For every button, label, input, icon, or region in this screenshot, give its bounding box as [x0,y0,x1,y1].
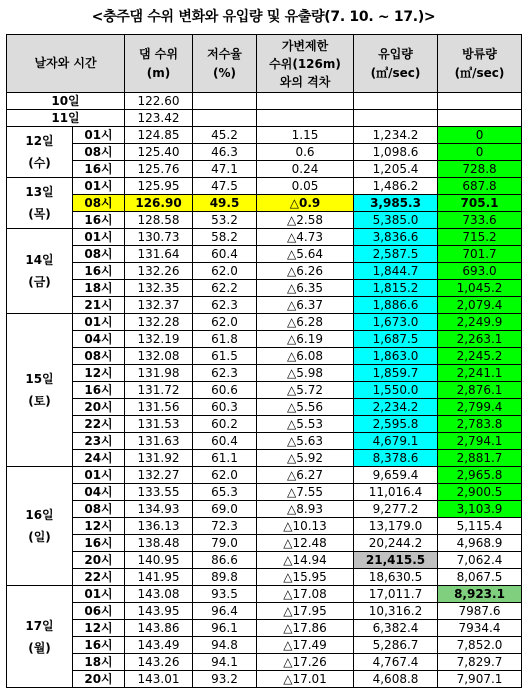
outflow-cell: 687.8 [438,178,522,195]
limit-gap-cell: △6.28 [257,314,354,331]
table-row [7,280,522,297]
inflow-cell: 20,244.2 [354,535,438,552]
date-cell: 14일 (금) [7,229,73,314]
time-cell: 16시 [73,212,125,229]
table-row [7,314,522,331]
limit-gap-cell: △12.48 [257,535,354,552]
level-cell: 126.90 [125,195,193,212]
outflow-cell: 2,263.1 [438,331,522,348]
header-date-time: 날자와 시간 [7,35,125,93]
limit-gap-cell [257,110,354,127]
table-row [7,382,522,399]
storage-cell: 60.3 [193,399,257,416]
storage-cell: 94.8 [193,637,257,654]
inflow-cell: 21,415.5 [354,552,438,569]
table-row [7,331,522,348]
storage-cell: 60.4 [193,433,257,450]
limit-gap-cell: 0.24 [257,161,354,178]
header-storage: 저수율 (%) [193,35,257,93]
storage-cell: 65.3 [193,484,257,501]
time-cell: 18시 [73,280,125,297]
table-row [7,297,522,314]
storage-cell: 62.3 [193,297,257,314]
level-cell: 132.35 [125,280,193,297]
outflow-cell: 715.2 [438,229,522,246]
table-row [7,569,522,586]
time-cell: 16시 [73,637,125,654]
level-cell: 143.08 [125,586,193,603]
inflow-cell: 6,382.4 [354,620,438,637]
table-row [7,586,522,603]
time-cell: 08시 [73,246,125,263]
inflow-cell: 1,234.2 [354,127,438,144]
time-cell: 01시 [73,314,125,331]
level-cell: 128.58 [125,212,193,229]
time-cell: 06시 [73,603,125,620]
table-row [7,603,522,620]
outflow-cell: 1,045.2 [438,280,522,297]
storage-cell: 96.4 [193,603,257,620]
outflow-cell: 0 [438,144,522,161]
level-cell: 132.19 [125,331,193,348]
time-cell: 24시 [73,450,125,467]
header-level: 댐 수위 (m) [125,35,193,93]
header-outflow: 방류량 (㎥/sec) [438,35,522,93]
time-cell: 20시 [73,552,125,569]
level-cell: 132.37 [125,297,193,314]
table-row [7,484,522,501]
inflow-cell: 10,316.2 [354,603,438,620]
limit-gap-cell: △17.86 [257,620,354,637]
outflow-cell: 728.8 [438,161,522,178]
time-cell: 23시 [73,433,125,450]
level-cell: 138.48 [125,535,193,552]
level-cell: 123.42 [125,110,193,127]
limit-gap-cell: 0.6 [257,144,354,161]
outflow-cell [438,110,522,127]
outflow-cell: 2,249.9 [438,314,522,331]
time-cell: 01시 [73,127,125,144]
date-cell: 16일 (일) [7,467,73,586]
storage-cell: 96.1 [193,620,257,637]
level-cell: 143.86 [125,620,193,637]
table-row [7,93,522,110]
storage-cell [193,93,257,110]
limit-gap-cell: △4.73 [257,229,354,246]
time-cell: 16시 [73,535,125,552]
outflow-cell: 2,079.4 [438,297,522,314]
storage-cell: 93.5 [193,586,257,603]
level-cell: 125.76 [125,161,193,178]
limit-gap-cell: △8.93 [257,501,354,518]
storage-cell: 60.4 [193,246,257,263]
table-row [7,127,522,144]
inflow-cell: 3,985.3 [354,195,438,212]
header-row [7,35,522,93]
outflow-cell: 5,115.4 [438,518,522,535]
level-cell: 132.28 [125,314,193,331]
storage-cell: 93.2 [193,671,257,688]
storage-cell: 58.2 [193,229,257,246]
storage-cell: 61.5 [193,348,257,365]
storage-cell: 47.1 [193,161,257,178]
storage-cell [193,110,257,127]
limit-gap-cell: △17.49 [257,637,354,654]
storage-cell: 60.2 [193,416,257,433]
level-cell: 125.95 [125,178,193,195]
outflow-cell: 2,876.1 [438,382,522,399]
time-cell: 21시 [73,297,125,314]
limit-gap-cell: △0.9 [257,195,354,212]
inflow-cell: 4,679.1 [354,433,438,450]
inflow-cell: 4,608.8 [354,671,438,688]
storage-cell: 69.0 [193,501,257,518]
inflow-cell: 13,179.0 [354,518,438,535]
outflow-cell: 2,241.1 [438,365,522,382]
time-cell: 22시 [73,569,125,586]
level-cell: 136.13 [125,518,193,535]
outflow-cell: 2,881.7 [438,450,522,467]
outflow-cell [438,93,522,110]
limit-gap-cell: △17.26 [257,654,354,671]
limit-gap-cell: △5.72 [257,382,354,399]
limit-gap-cell: △5.64 [257,246,354,263]
level-cell: 130.73 [125,229,193,246]
inflow-cell: 5,385.0 [354,212,438,229]
storage-cell: 61.1 [193,450,257,467]
time-cell: 16시 [73,382,125,399]
level-cell: 131.63 [125,433,193,450]
storage-cell: 72.3 [193,518,257,535]
table-row [7,144,522,161]
outflow-cell: 693.0 [438,263,522,280]
storage-cell: 62.0 [193,314,257,331]
page-title: <충주댐 수위 변화와 유입량 및 유출량(7. 10. ~ 17.)> [91,9,436,25]
level-cell: 143.49 [125,637,193,654]
limit-gap-cell: △17.08 [257,586,354,603]
time-cell: 16시 [73,161,125,178]
level-cell: 134.93 [125,501,193,518]
outflow-cell: 705.1 [438,195,522,212]
inflow-cell: 9,277.2 [354,501,438,518]
limit-gap-cell: △2.58 [257,212,354,229]
inflow-cell: 9,659.4 [354,467,438,484]
level-cell: 131.98 [125,365,193,382]
storage-cell: 53.2 [193,212,257,229]
inflow-cell: 8,378.6 [354,450,438,467]
inflow-cell: 1,859.7 [354,365,438,382]
outflow-cell: 2,245.2 [438,348,522,365]
time-cell: 08시 [73,348,125,365]
outflow-cell: 2,900.5 [438,484,522,501]
limit-gap-cell: △17.95 [257,603,354,620]
inflow-cell: 1,673.0 [354,314,438,331]
date-cell: 13일 (목) [7,178,73,229]
outflow-cell: 2,783.8 [438,416,522,433]
outflow-cell: 7987.6 [438,603,522,620]
level-cell: 124.85 [125,127,193,144]
level-cell: 131.53 [125,416,193,433]
time-cell: 12시 [73,365,125,382]
limit-gap-cell: △5.63 [257,433,354,450]
time-cell: 18시 [73,654,125,671]
limit-gap-cell: △6.35 [257,280,354,297]
level-cell: 133.55 [125,484,193,501]
inflow-cell: 1,886.6 [354,297,438,314]
storage-cell: 94.1 [193,654,257,671]
table-row [7,229,522,246]
level-cell: 131.72 [125,382,193,399]
time-cell: 01시 [73,467,125,484]
time-cell: 20시 [73,671,125,688]
inflow-cell [354,110,438,127]
level-cell: 131.92 [125,450,193,467]
time-cell: 12시 [73,518,125,535]
level-cell: 132.08 [125,348,193,365]
table-row [7,399,522,416]
time-cell: 08시 [73,144,125,161]
table-row [7,552,522,569]
inflow-cell: 1,844.7 [354,263,438,280]
time-cell: 04시 [73,331,125,348]
table-row [7,518,522,535]
date-cell: 10일 [7,93,125,110]
table-body [7,93,522,688]
limit-gap-cell: △5.98 [257,365,354,382]
inflow-cell: 2,595.8 [354,416,438,433]
inflow-cell: 4,767.4 [354,654,438,671]
limit-gap-cell: △6.26 [257,263,354,280]
inflow-cell [354,93,438,110]
limit-gap-cell: △5.53 [257,416,354,433]
inflow-cell: 11,016.4 [354,484,438,501]
outflow-cell: 2,794.1 [438,433,522,450]
outflow-cell: 0 [438,127,522,144]
limit-gap-cell: △10.13 [257,518,354,535]
limit-gap-cell: △14.94 [257,552,354,569]
limit-gap-cell: 1.15 [257,127,354,144]
inflow-cell: 18,630.5 [354,569,438,586]
level-cell: 131.56 [125,399,193,416]
table-row [7,348,522,365]
limit-gap-cell: △5.92 [257,450,354,467]
storage-cell: 62.0 [193,263,257,280]
limit-gap-cell: △5.56 [257,399,354,416]
table-row [7,671,522,688]
date-cell: 12일 (수) [7,127,73,178]
storage-cell: 62.3 [193,365,257,382]
inflow-cell: 2,587.5 [354,246,438,263]
storage-cell: 89.8 [193,569,257,586]
outflow-cell: 7934.4 [438,620,522,637]
limit-gap-cell: △17.01 [257,671,354,688]
outflow-cell: 7,907.1 [438,671,522,688]
outflow-cell: 701.7 [438,246,522,263]
table-row [7,195,522,212]
inflow-cell: 1,815.2 [354,280,438,297]
header-inflow: 유입량 (㎥/sec) [354,35,438,93]
inflow-cell: 1,098.6 [354,144,438,161]
level-cell: 143.95 [125,603,193,620]
level-cell: 132.27 [125,467,193,484]
table-row [7,416,522,433]
level-cell: 132.26 [125,263,193,280]
date-cell: 17일 (월) [7,586,73,688]
table-row [7,161,522,178]
level-cell: 131.64 [125,246,193,263]
limit-gap-cell: △6.37 [257,297,354,314]
outflow-cell: 8,923.1 [438,586,522,603]
storage-cell: 60.6 [193,382,257,399]
storage-cell: 46.3 [193,144,257,161]
outflow-cell: 7,062.4 [438,552,522,569]
level-cell: 122.60 [125,93,193,110]
limit-gap-cell: △6.19 [257,331,354,348]
table-row [7,246,522,263]
inflow-cell: 1,205.4 [354,161,438,178]
outflow-cell: 3,103.9 [438,501,522,518]
storage-cell: 61.8 [193,331,257,348]
time-cell: 04시 [73,484,125,501]
level-cell: 143.01 [125,671,193,688]
level-cell: 140.95 [125,552,193,569]
level-cell: 141.95 [125,569,193,586]
outflow-cell: 8,067.5 [438,569,522,586]
inflow-cell: 2,234.2 [354,399,438,416]
inflow-cell: 1,486.2 [354,178,438,195]
outflow-cell: 733.6 [438,212,522,229]
inflow-cell: 3,836.6 [354,229,438,246]
outflow-cell: 2,965.8 [438,467,522,484]
level-cell: 143.26 [125,654,193,671]
time-cell: 01시 [73,178,125,195]
table-row [7,535,522,552]
time-cell: 16시 [73,263,125,280]
limit-gap-cell: △7.55 [257,484,354,501]
table-row [7,263,522,280]
level-cell: 125.40 [125,144,193,161]
time-cell: 01시 [73,229,125,246]
time-cell: 08시 [73,195,125,212]
outflow-cell: 4,968.9 [438,535,522,552]
storage-cell: 86.6 [193,552,257,569]
outflow-cell: 7,852.0 [438,637,522,654]
inflow-cell: 17,011.7 [354,586,438,603]
time-cell: 20시 [73,399,125,416]
inflow-cell: 5,286.7 [354,637,438,654]
time-cell: 12시 [73,620,125,637]
table-row [7,110,522,127]
limit-gap-cell: △6.08 [257,348,354,365]
limit-gap-cell: △6.27 [257,467,354,484]
table-row [7,178,522,195]
inflow-cell: 1,687.5 [354,331,438,348]
table-row [7,620,522,637]
storage-cell: 79.0 [193,535,257,552]
limit-gap-cell [257,93,354,110]
inflow-cell: 1,863.0 [354,348,438,365]
table-row [7,212,522,229]
storage-cell: 45.2 [193,127,257,144]
time-cell: 22시 [73,416,125,433]
storage-cell: 49.5 [193,195,257,212]
outflow-cell: 2,799.4 [438,399,522,416]
table-row [7,467,522,484]
table-row [7,433,522,450]
time-cell: 08시 [73,501,125,518]
table-row [7,654,522,671]
outflow-cell: 7,829.7 [438,654,522,671]
limit-gap-cell: △15.95 [257,569,354,586]
date-cell: 11일 [7,110,125,127]
table-row [7,501,522,518]
limit-gap-cell: 0.05 [257,178,354,195]
table-row [7,637,522,654]
storage-cell: 62.0 [193,467,257,484]
storage-cell: 47.5 [193,178,257,195]
table-row [7,450,522,467]
header-limit-gap: 가변제한 수위(126m) 와의 격차 [257,35,354,93]
inflow-cell: 1,550.0 [354,382,438,399]
date-cell: 15일 (토) [7,314,73,467]
storage-cell: 62.2 [193,280,257,297]
dam-data-table [6,34,522,688]
table-row [7,365,522,382]
time-cell: 01시 [73,586,125,603]
